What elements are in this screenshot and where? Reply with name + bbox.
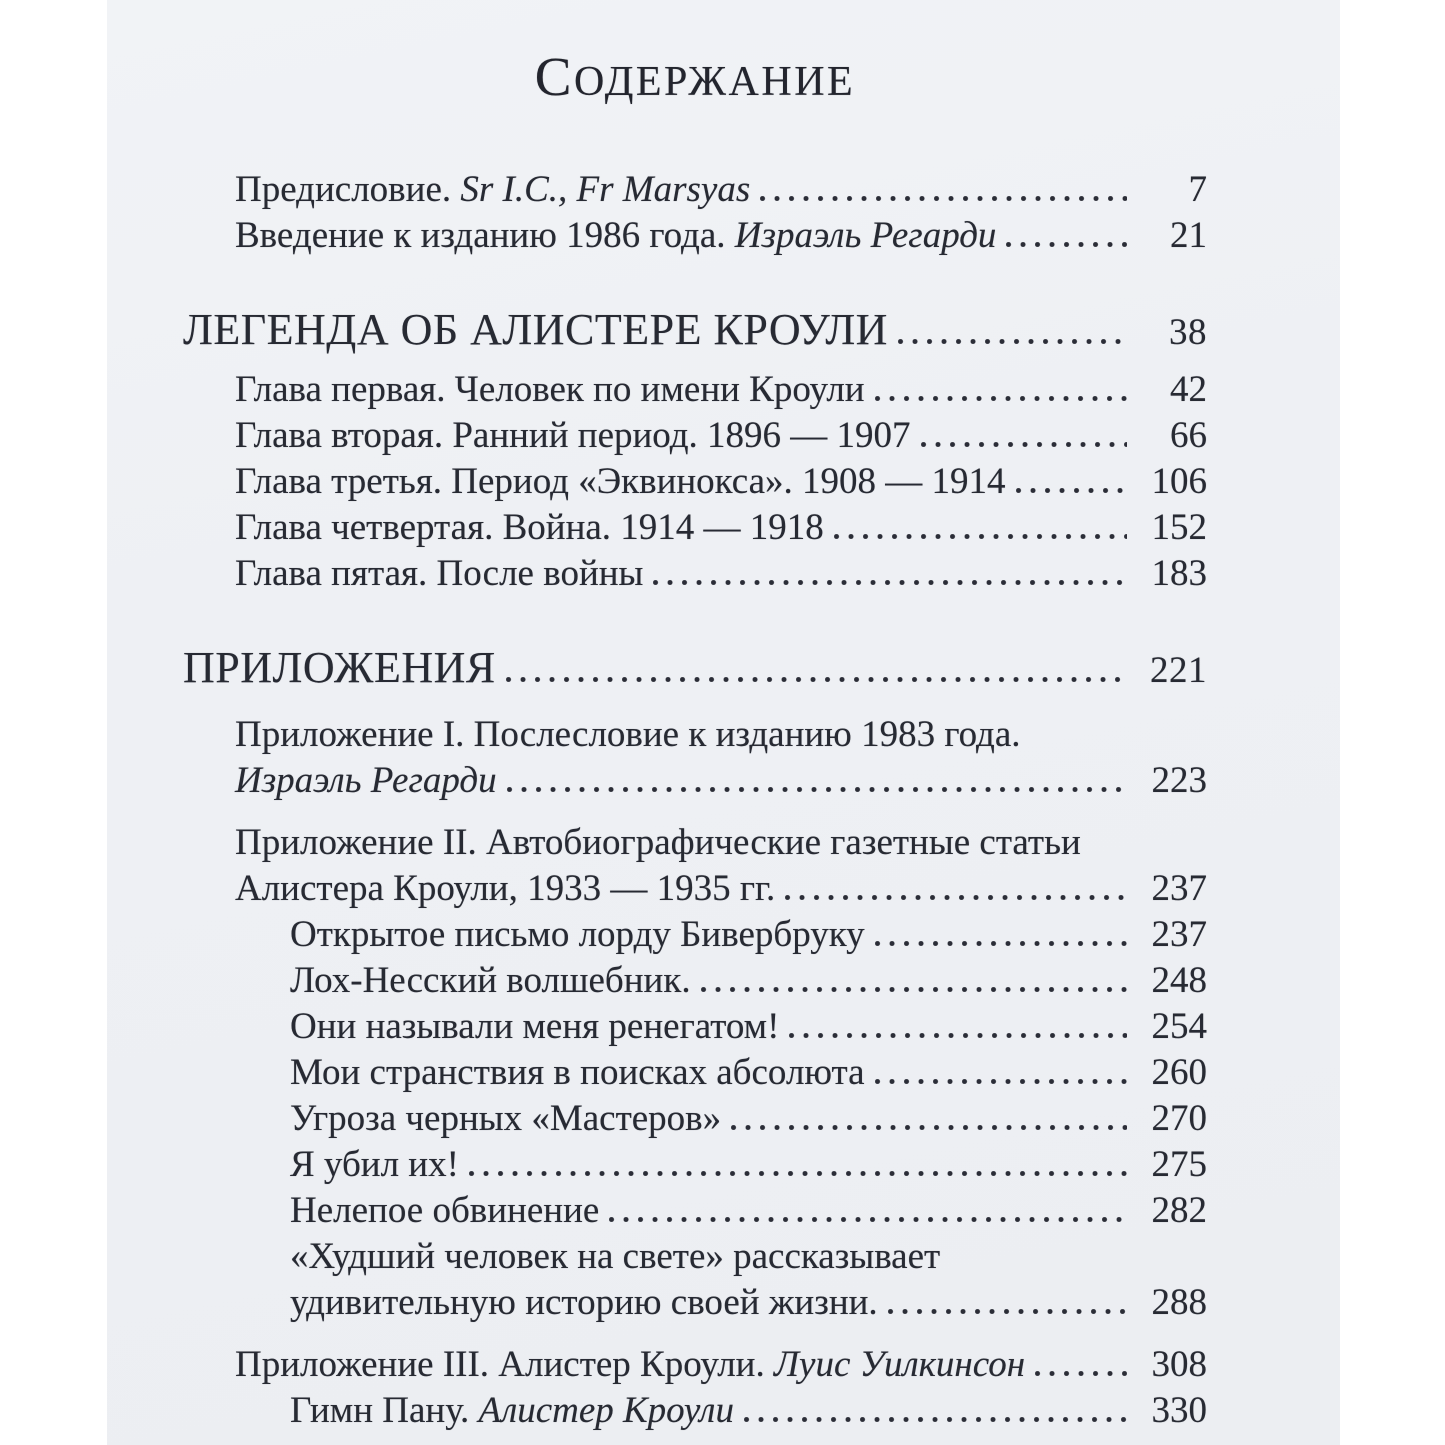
toc-entry-text [290,1388,734,1434]
toc-row [235,413,1207,459]
dot-leader [469,1171,1127,1176]
toc-entry-run: Введение к изданию 1986 года. [235,215,735,256]
toc-entry-run: Глава четвертая. Война. 1914 — 1918 [235,507,824,548]
dot-leader [875,396,1127,401]
toc-row [235,213,1207,259]
toc-row [235,758,1207,804]
toc-entry-run: Глава вторая. Ранний период. 1896 — 1907 [235,415,911,456]
toc-entry-run: Глава третья. Период «Эквинокса». 1908 — 1914 [235,461,1006,502]
toc-entry-text [183,305,888,355]
toc-entry-text [235,459,1006,505]
toc-entry-text [290,912,865,958]
toc-row [235,505,1207,551]
toc-entry-italic-run: Sr I.C., Fr Marsyas [460,169,751,210]
toc-entry-run: Глава пятая. После войны [235,553,644,594]
toc-entry-text [235,820,1081,866]
toc-row [290,1388,1207,1434]
toc-entry-text [235,413,911,459]
dot-leader [834,534,1127,539]
toc-page-number: 42 [1170,369,1207,410]
toc-row [290,1096,1207,1142]
toc-page-number: 38 [1169,312,1207,353]
dot-leader [898,339,1127,344]
dot-leader [507,787,1127,792]
toc-entry-text [290,1142,459,1188]
toc-entry-run: Я убил их! [290,1144,459,1185]
toc-row [290,958,1207,1004]
toc [183,167,1207,1434]
toc-entry-text [235,551,643,597]
toc-content [107,0,1340,1434]
toc-entry-text [235,505,824,551]
toc-entry-run: Открытое письмо лорду Бивербруку [290,914,865,955]
toc-page-number: 270 [1151,1098,1207,1139]
toc-page-number: 237 [1151,914,1207,955]
toc-page-number: 288 [1151,1282,1207,1323]
toc-entry-italic-run: Алистер Кроули [478,1390,734,1431]
toc-entry-run: Нелепое обвинение [290,1190,600,1231]
toc-entry-text [235,1342,1025,1388]
toc-entry-text [235,367,865,413]
dot-leader [760,196,1127,201]
toc-entry-run: Мои странствия в поисках абсолюта [290,1052,865,1093]
toc-page-number: 248 [1151,960,1207,1001]
dot-leader [875,941,1127,946]
toc-entry-run: Глава первая. Человек по имени Кроули [235,369,865,410]
toc-page-number: 66 [1170,415,1207,456]
toc-entry-run: Приложение I. Послесловие к изданию 1983 года. [235,714,1021,755]
toc-page-number: 308 [1151,1344,1207,1385]
toc-entry-italic-run: Израэль Регарди [734,215,997,256]
toc-row [290,1188,1207,1234]
toc-page-number: 21 [1170,215,1207,256]
dot-leader [875,1079,1127,1084]
toc-page-number: 330 [1151,1390,1207,1431]
toc-entry-run: Приложение III. Алистер Кроули. [235,1344,774,1385]
toc-row [235,367,1207,413]
toc-section-row [183,305,1207,358]
toc-row [290,1234,1207,1280]
toc-entry-run: ПРИЛОЖЕНИЯ [183,643,496,692]
dot-leader [1006,242,1127,247]
toc-entry-text [290,1050,865,1096]
toc-entry-run: Предисловие. [235,169,461,210]
toc-entry-text [235,712,1021,758]
toc-row [235,820,1207,866]
toc-entry-text [235,758,497,804]
toc-entry-run: «Худший человек на свете» рассказывает [290,1236,941,1277]
toc-entry-run: удивительную историю своей жизни. [290,1282,878,1323]
toc-entry-text [290,958,691,1004]
toc-entry-run: Они называли меня ренегатом! [290,1006,780,1047]
dot-leader [789,1033,1127,1038]
dot-leader [701,987,1127,992]
dot-leader [785,895,1127,900]
toc-entry-run: ЛЕГЕНДА ОБ АЛИСТЕРЕ КРОУЛИ [183,305,888,354]
toc-page-number: 223 [1151,760,1207,801]
toc-entry-run: Угроза черных «Мастеров» [290,1098,722,1139]
toc-entry-run: Лох-Несский волшебник. [290,960,691,1001]
toc-entry-text [290,1280,878,1326]
toc-page-number: 237 [1151,868,1207,909]
book-page [107,0,1340,1445]
toc-entry-text [290,1188,599,1234]
dot-leader [1016,488,1127,493]
dot-leader [888,1309,1127,1314]
toc-entry-run: Приложение II. Автобиографические газетные статьи [235,822,1081,863]
toc-row [235,712,1207,758]
dot-leader [609,1217,1127,1222]
toc-entry-text [290,1096,721,1142]
toc-row [235,1342,1207,1388]
toc-page-number: 254 [1151,1006,1207,1047]
toc-page-number: 260 [1151,1052,1207,1093]
dot-leader [506,677,1127,682]
toc-page-number: 221 [1150,650,1207,691]
dot-leader [1035,1371,1127,1376]
toc-row [290,912,1207,958]
toc-page-number: 275 [1151,1144,1207,1185]
toc-row [290,1050,1207,1096]
toc-row [290,1280,1207,1326]
toc-entry-text [290,1004,779,1050]
toc-entry-run: Гимн Пану. [290,1390,479,1431]
toc-row [290,1004,1207,1050]
toc-entry-text [235,866,775,912]
toc-page-number: 106 [1151,461,1207,502]
toc-row [235,459,1207,505]
page-title: СОДЕРЖАНИЕ [534,46,856,107]
toc-section-row [183,643,1207,696]
toc-row [235,551,1207,597]
toc-row [290,1142,1207,1188]
dot-leader [653,580,1127,585]
toc-page-number: 183 [1151,553,1207,594]
dot-leader [921,442,1127,447]
dot-leader [731,1125,1127,1130]
toc-row [235,866,1207,912]
toc-entry-run: Алистера Кроули, 1933 — 1935 гг. [235,868,776,909]
dot-leader [744,1417,1127,1422]
toc-page-number: 282 [1151,1190,1207,1231]
toc-page-number: 152 [1151,507,1207,548]
toc-entry-text [183,643,496,693]
toc-entry-text [235,167,750,213]
toc-entry-text [235,213,996,259]
toc-row [235,167,1207,213]
toc-page-number: 7 [1188,169,1207,210]
toc-entry-italic-run: Луис Уилкинсон [773,1344,1026,1385]
toc-entry-italic-run: Израэль Регарди [235,760,497,801]
toc-entry-text [290,1234,940,1280]
